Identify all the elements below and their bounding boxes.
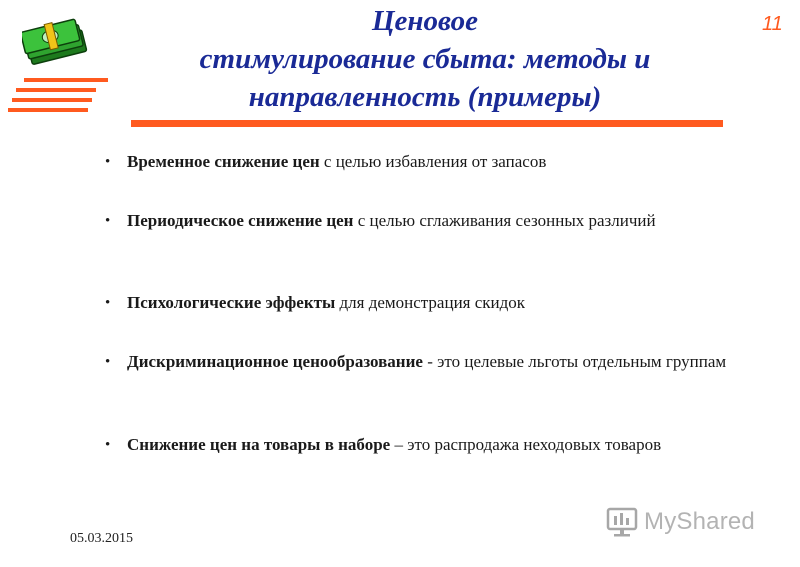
decorative-line [8, 108, 88, 112]
bullet-marker: • [105, 295, 111, 311]
title-line: Ценовое [372, 5, 478, 37]
bullet-bold: Периодическое снижение цен [127, 211, 354, 230]
bullet-marker: • [105, 154, 111, 170]
title-line: направленность (примеры) [248, 81, 602, 113]
footer-date: 05.03.2015 [70, 531, 133, 546]
bullet-marker: • [105, 213, 111, 229]
title-underline [131, 120, 723, 127]
bullet-marker: • [105, 354, 111, 370]
slide-title [140, 2, 710, 116]
bullet-rest: для демонстрация скидок [335, 293, 526, 312]
bullet-rest: – это распродажа неходовых товаров [390, 435, 662, 454]
bullet-bold: Временное снижение цен [127, 152, 320, 171]
bullet-rest: - это целевые льготы отдельным группам [422, 352, 727, 371]
bullet-text [127, 210, 752, 232]
bullet-bold: Снижение цен на товары в наборе [127, 435, 391, 454]
watermark [606, 506, 755, 538]
decorative-line [12, 98, 92, 102]
bullet-bold: Дискриминационное ценообразование [127, 352, 423, 371]
bullet-marker: • [105, 437, 111, 453]
watermark-text: MyShared [644, 508, 755, 535]
myshared-logo-icon [606, 507, 638, 537]
decorative-lines [8, 78, 108, 116]
bullet-text [127, 292, 752, 314]
decorative-line [24, 78, 108, 82]
slide-number: 11 [762, 13, 783, 35]
title-line: стимулирование сбыта: методы и [199, 43, 651, 75]
decorative-line [16, 88, 96, 92]
bullet-text [127, 351, 752, 373]
bullet-rest: с целью сглаживания сезонных различий [353, 211, 656, 230]
bullet-text [127, 434, 752, 456]
bullet-bold: Психологические эффекты [127, 293, 336, 312]
money-stack-icon [22, 14, 92, 72]
bullet-text [127, 151, 752, 173]
bullet-rest: с целью избавления от запасов [319, 152, 547, 171]
